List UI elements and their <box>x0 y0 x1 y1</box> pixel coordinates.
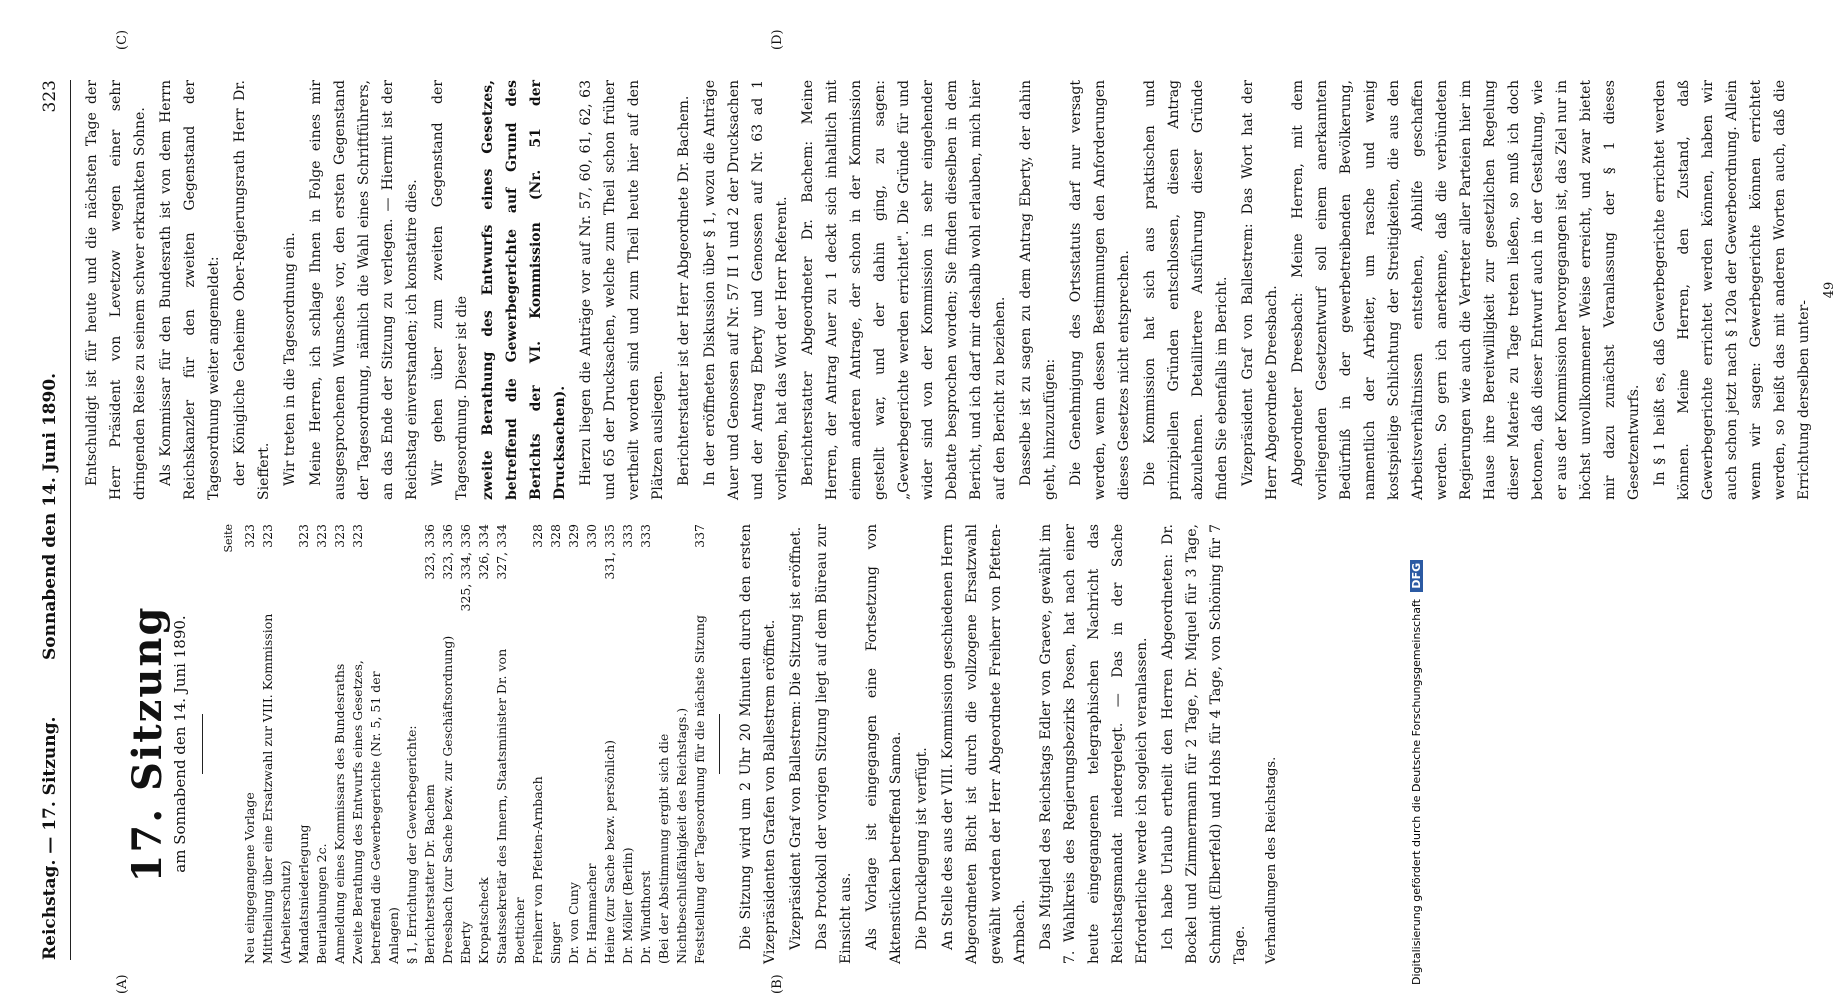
toc-entry: Neu eingegangene Vorlage <box>242 792 257 964</box>
toc-page: 328 <box>530 524 545 548</box>
right-column-text <box>80 80 1816 500</box>
header-left: Reichstag. — 17. Sitzung. <box>40 716 60 960</box>
toc-page: 326, 334 <box>476 524 491 580</box>
toc-entry: § 1, Errichtung der Gewerbegerichte: <box>404 725 419 964</box>
toc-row <box>565 524 583 964</box>
margin-mark-a: (A) <box>115 974 130 994</box>
paragraph: Berichterstatter Abgeordneter Dr. Bachem: Meine Herren, der Antrag Auer zu 1 deckt sich inhaltlich mit einem anderen Antrage, der schon in der Kommission gestellt war, und der dahin ging, zu sagen: „Gewerbegerichte werden errichtet". Die Gründe für und wider sind von der Kommission in sehr eingehender Debatte besprochen worden; Sie finden dieselben in dem Bericht, und ich darf mir deshalb wohl erlauben, mich hier auf den Bericht zu beziehen. <box>800 80 1008 500</box>
paragraph: In der eröffneten Diskussion über § 1, wozu die Anträge Auer und Genossen auf Nr. 57 II 1 und 2 der Drucksachen und der Antrag Eberty und Genossen auf Nr. 63 ad 1 vorliegen, hat das Wort der Herr Referent. <box>702 80 790 500</box>
toc-entry: Dr. Möller (Berlin) <box>620 847 635 964</box>
toc-row <box>493 524 529 964</box>
page-number: 323 <box>40 80 60 113</box>
toc-entry: Dr. von Cuny <box>566 882 581 964</box>
toc-entry: Freiherr von Pfetten-Arnbach <box>530 776 545 964</box>
toc-entry: Staatssekretär des Innern, Staatsminister Dr. von Boetticher <box>494 648 527 964</box>
paragraph: Berichterstatter ist der Herr Abgeordnete Dr. Bachem. <box>676 95 692 486</box>
toc-page <box>655 524 691 611</box>
toc-row <box>619 524 637 964</box>
toc-row <box>691 524 709 964</box>
toc-row <box>403 524 421 964</box>
toc-rule <box>719 714 720 774</box>
toc-row <box>259 524 295 964</box>
toc-row <box>457 524 475 964</box>
paragraph: Die Drucklegung ist verfügt. <box>914 747 930 950</box>
toc-entry: Anmeldung eines Kommissars des Bundesraths <box>332 663 347 964</box>
toc-row <box>439 524 457 964</box>
session-title: 17. Sitzung <box>124 605 171 883</box>
paragraph: An Stelle des aus der VIII. Kommission geschiedenen Herrn Abgeordneten Bicht ist durch die vollzogene Ersatzwahl gewählt worden der Herr Abgeordnete Freiherr von Pfetten-Arnbach. <box>940 524 1028 964</box>
toc-page: 323 <box>332 524 347 548</box>
left-column <box>80 524 1286 964</box>
toc-entry: Mandatsniederlegung <box>296 824 311 964</box>
table-of-contents <box>241 524 709 964</box>
toc-page: 323 <box>296 524 311 548</box>
title-rule <box>202 714 203 774</box>
toc-page: 323 <box>350 524 365 548</box>
toc-row <box>349 524 403 964</box>
dfg-text: Digitalisierung gefördert durch die Deutsche Forschungsgemeinschaft <box>1410 599 1423 985</box>
toc-page: 333 <box>638 524 653 548</box>
paragraph: Vizepräsident Graf von Ballestrem: Das Wort hat der Herr Abgeordnete Dreesbach. <box>1240 80 1280 500</box>
footer-left: Verhandlungen des Reichstags. <box>1264 756 1279 964</box>
margin-mark-b: (B) <box>770 974 785 994</box>
toc-entry: Feststellung der Tagesordnung für die nächste Sitzung <box>692 615 707 964</box>
paragraph: Die Kommission hat sich aus praktischen und prinzipiellen Gründen entschlossen, diesen Antrag abzulehnen. Detaillirtere Ausführung dieser Gründe finden Sie ebenfalls im Bericht. <box>1142 80 1230 500</box>
paragraph: der Königliche Geheime Ober-Regierungsrath Herr Dr. Sieffert. <box>232 80 272 500</box>
toc-page: 329 <box>566 524 581 548</box>
toc-row <box>637 524 655 964</box>
margin-mark-d: (D) <box>770 29 785 50</box>
toc-page: 323 <box>242 524 257 548</box>
header-date: Sonnabend den 14. Juni 1890. <box>40 372 60 660</box>
paragraph: Dasselbe ist zu sagen zu dem Antrag Eberty, der dahin geht, hinzuzufügen: <box>1018 80 1058 500</box>
running-header <box>40 80 70 960</box>
paragraph: Die Sitzung wird um 2 Uhr 20 Minuten durch den ersten Vizepräsidenten Grafen von Ballestrem eröffnet. <box>738 524 778 964</box>
paragraph: Wir treten in die Tagesordnung ein. <box>282 232 298 486</box>
toc-row <box>655 524 691 964</box>
toc-row <box>241 524 259 964</box>
left-column-text <box>734 524 1252 964</box>
paragraph: Das Protokoll der vorigen Sitzung liegt auf dem Büreau zur Einsicht aus. <box>814 524 854 964</box>
margin-mark-c: (C) <box>115 29 130 50</box>
paragraph: Abgeordneter Dreesbach: Meine Herren, mit dem vorliegenden Gesetzentwurf soll einem anerkannten Bedürfniß in der gewerbetreibenden Bevölkerung, namentlich der Arbeiter, um rasche und wenig kostspielige Schlichtung der Streitigkeiten, die aus den Arbeitsverhältnissen entstehen, Abhilfe geschaffen werden. So gern ich anerkenne, daß die verbündeten Regierungen wie auch die Vertreter aller Parteien hier im Hause ihre Bereitwilligkeit zur gesetzlichen Regelung dieser Materie zu Tage treten ließen, so muß ich doch betonen, daß dieser Entwurf auch in der Gestaltung, wie er aus der Kommission hervorgegangen ist, das Ziel nur in höchst unvollkommener Weise erreicht, und zwar bietet mir dazu zunächst Veranlassung der § 1 dieses Gesetzentwurfs. <box>1290 80 1642 500</box>
toc-entry: Berichterstatter Dr. Bachem <box>422 784 437 964</box>
toc-row <box>529 524 547 964</box>
toc-page: 331, 335 <box>602 524 617 580</box>
toc-entry: Dr. Hammacher <box>584 863 599 964</box>
session-date: am Sonnabend den 14. Juni 1890. <box>171 615 189 873</box>
paragraph: Als Kommissar für den Bundesrath ist von dem Herrn Reichskanzler für den zweiten Gegenstand der Tagesordnung weiter angemeldet: <box>158 80 222 500</box>
toc-page: 327, 334 <box>494 524 509 580</box>
toc-row <box>313 524 331 964</box>
toc-page: 323 <box>314 524 329 548</box>
signature-mark: 49 <box>1822 281 1837 299</box>
toc-entry: Beurlaubungen 2c. <box>314 843 329 964</box>
toc-page: 337 <box>692 524 707 548</box>
toc-entry: Dr. Windthorst <box>638 870 653 964</box>
toc-page <box>403 524 421 611</box>
paragraph: Als Vorlage ist eingegangen eine Fortsetzung von Aktenstücken betreffend Samoa. <box>864 524 904 964</box>
toc-row <box>421 524 439 964</box>
toc-page: 330 <box>584 524 599 548</box>
dfg-notice <box>1410 15 1430 985</box>
toc-page: 328 <box>548 524 563 548</box>
paragraph: Ich habe Urlaub ertheilt den Herren Abgeordneten: Dr. Bockel und Zimmermann für 2 Tage, Dr. Miquel für 3 Tage, Schmidt (Elberfeld) und Hohs für 4 Tage, von Schöning für 7 Tage. <box>1160 524 1248 964</box>
toc-page: 323, 336 <box>440 524 455 580</box>
right-column <box>80 80 1842 500</box>
toc-entry: Zweite Berathung des Entwurfs eines Gesetzes, betreffend die Gewerbegerichte (Nr. 5, 51 der Anlagen) <box>350 660 401 964</box>
toc-row <box>475 524 493 964</box>
toc-row <box>547 524 565 964</box>
toc-entry: Dreesbach (zur Sache bezw. zur Geschäftsordnung) <box>440 635 455 964</box>
toc-page: 333 <box>620 524 635 548</box>
dfg-logo: DFG <box>1410 560 1423 592</box>
toc-row <box>583 524 601 964</box>
toc-page-heading: Seite <box>222 524 235 553</box>
toc-entry: Eberty <box>458 921 473 964</box>
toc-entry: Mittheilung über eine Ersatzwahl zur VIII. Kommission (Arbeiterschutz) <box>260 613 293 964</box>
toc-row <box>295 524 313 964</box>
paragraph: Vizepräsident Graf von Ballestrem: Die Sitzung ist eröffnet. <box>788 526 804 950</box>
paragraph: In § 1 heißt es, daß Gewerbegerichte errichtet werden können. Meine Herren, den Zustand, daß Gewerbegerichte errichtet werden können, haben wir auch schon jetzt nach § 120a der Gewerbeordnung. Allein wenn wir sagen: Gewerbegerichte können errichtet werden, so heißt das mit anderen Worten auch, daß die Errichtung derselben unter- <box>1652 80 1812 500</box>
paragraph: zweite Berathung des Entwurfs eines Gesetzes, betreffend die Gewerbegerichte auf Grund des Berichts der VI. Kommission (Nr. 51 der Drucksachen). <box>480 80 568 500</box>
paragraph: Die Genehmigung des Ortsstatuts darf nur versagt werden, wenn dessen Bestimmungen den Anforderungen dieses Gesetzes nicht entsprechen. <box>1068 80 1132 500</box>
header-rule <box>70 80 71 960</box>
paragraph: Hierzu liegen die Anträge vor auf Nr. 57, 60, 61, 62, 63 und 65 der Drucksachen, welche zum Theil schon früher vertheilt worden sind und zum Theil heute hier auf den Plätzen ausliegen. <box>578 80 666 500</box>
paragraph: Wir gehen über zum zweiten Gegenstand der Tagesordnung. Dieser ist die <box>430 80 470 500</box>
paragraph: Meine Herren, ich schlage Ihnen in Folge eines mir ausgesprochenen Wunsches vor, den ersten Gegenstand der Tagesordnung, nämlich die Wahl eines Schriftführers, an das Ende der Sitzung zu verlegen. — Hiermit ist der Reichstag einverstanden; ich konstatire dies. <box>308 80 420 500</box>
toc-page: 323, 336 <box>422 524 437 580</box>
toc-page: 323 <box>260 524 275 548</box>
paragraph: Das Mitglied des Reichstags Edler von Graeve, gewählt im 7. Wahlkreis des Regierungsbezirks Posen, hat nach einer heute eingegangenen telegraphischen Nachricht das Reichstagsmandat niedergelegt. — Das in der Sache Erforderliche werde ich sogleich veranlassen. <box>1038 524 1150 964</box>
paragraph: Entschuldigt ist für heute und die nächsten Tage der Herr Präsident von Levetzow wegen einer sehr dringenden Reise zu seinem schwer erkrankten Sohne. <box>84 80 148 500</box>
toc-entry: Singer <box>548 922 563 964</box>
toc-entry: Kropatscheck <box>476 877 491 964</box>
toc-entry: (Bei der Abstimmung ergibt sich die Nichtbeschlußfähigkeit des Reichstags.) <box>656 707 689 964</box>
toc-row <box>601 524 619 964</box>
toc-row <box>331 524 349 964</box>
toc-entry: Heine (zur Sache bezw. persönlich) <box>602 739 617 964</box>
toc-page: 325, 334, 336 <box>458 524 473 612</box>
